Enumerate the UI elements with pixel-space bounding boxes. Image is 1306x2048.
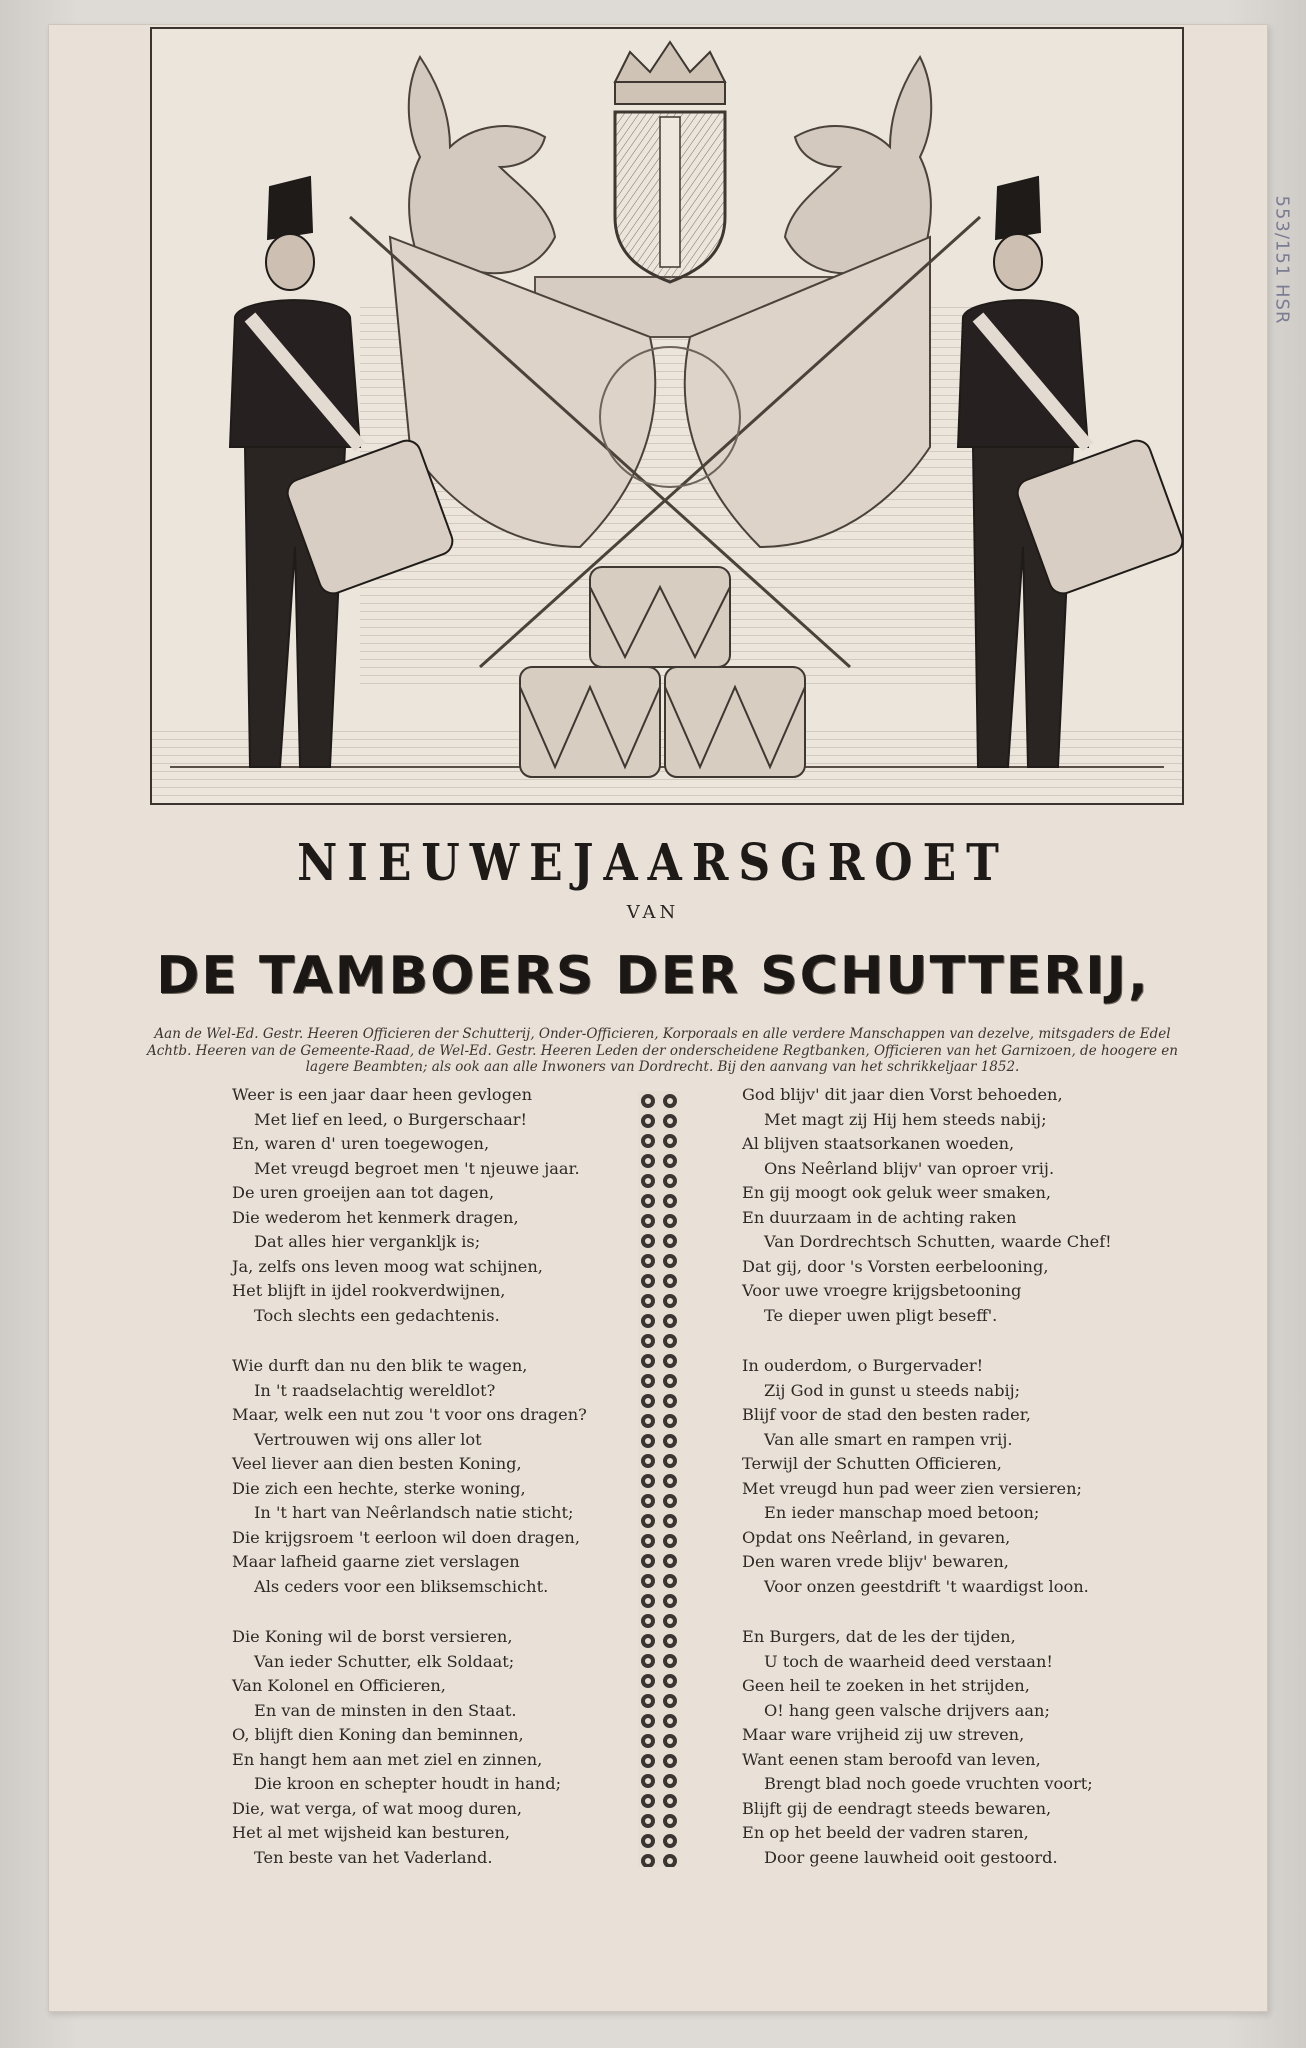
border-rosette-center [667, 1838, 673, 1844]
poem-line: Blijft gij de eendragt steeds bewaren, [742, 1798, 1052, 1818]
poem-line: Voor onzen geestdrift 't waardigst loon. [764, 1576, 1089, 1596]
border-rosette-center [667, 1278, 673, 1284]
archive-inventory-mark [1262, 140, 1302, 380]
border-rosette-center [645, 1498, 651, 1504]
border-rosette-center [645, 1358, 651, 1364]
poem-line: Want eenen stam beroofd van leven, [742, 1749, 1041, 1769]
poem-line: Terwijl der Schutten Officieren, [742, 1454, 1002, 1473]
border-rosette-center [667, 1178, 673, 1184]
border-rosette-center [667, 1818, 673, 1824]
border-rosette-center [645, 1738, 651, 1744]
engraving-illustration [150, 27, 1184, 805]
poem-stanza [232, 1083, 702, 1328]
border-rosette-center [667, 1258, 673, 1264]
border-rosette-center [645, 1098, 651, 1104]
poem-line: Met lief en leed, o Burgerschaar! [254, 1109, 527, 1129]
border-rosette-center [667, 1438, 673, 1444]
border-rosette-center [645, 1338, 651, 1344]
border-rosette-center [667, 1458, 673, 1464]
border-rosette-center [667, 1598, 673, 1604]
border-rosette-center [645, 1558, 651, 1564]
poem-line: Te dieper uwen pligt beseff'. [764, 1305, 998, 1325]
poem-stanza [742, 1083, 1212, 1328]
border-rosette-center [645, 1578, 651, 1584]
border-rosette-center [667, 1418, 673, 1424]
border-rosette-center [645, 1198, 651, 1204]
border-rosette-center [645, 1798, 651, 1804]
poem-line: En van de minsten in den Staat. [254, 1700, 517, 1720]
poem-line: Het blijft in ijdel rookverdwijnen, [232, 1281, 506, 1300]
poem-line: Met magt zij Hij hem steeds nabij; [764, 1109, 1047, 1129]
border-rosette-center [667, 1578, 673, 1584]
face-right [994, 234, 1042, 290]
border-rosette-center [667, 1158, 673, 1164]
poem-stanza [232, 1625, 702, 1870]
ornamental-border-strip [638, 1091, 680, 1867]
poem-line: Van Dordrechtsch Schutten, waarde Chef! [764, 1232, 1112, 1251]
poem-line: Die wederom het kenmerk dragen, [232, 1207, 519, 1227]
border-rosette-center [645, 1298, 651, 1304]
poem-line: Ons Neêrland blijv' van oproer vrij. [764, 1158, 1055, 1178]
poem-line: Geen heil te zoeken in het strijden, [742, 1676, 1030, 1695]
border-rosette-center [667, 1798, 673, 1804]
poem-line: Brengt blad noch goede vruchten voort; [764, 1774, 1093, 1793]
drum-top [590, 567, 730, 667]
border-rosette-center [645, 1618, 651, 1624]
poem-line: Het al met wijsheid kan besturen, [232, 1823, 511, 1842]
title-tamboers-der-schutterij: DE TAMBOERS DER SCHUTTERIJ, [156, 946, 1150, 1006]
poem-line: Maar, welk een nut zou 't voor ons dragen? [232, 1405, 587, 1424]
poem-line: Veel liever aan dien besten Koning, [232, 1454, 522, 1473]
border-rosette-center [645, 1658, 651, 1664]
border-rosette-center [667, 1138, 673, 1144]
border-rosette-center [645, 1318, 651, 1324]
border-rosette-center [667, 1758, 673, 1764]
border-rosette-center [645, 1118, 651, 1124]
poem-line: In 't hart van Neêrlandsch natie sticht; [254, 1503, 574, 1522]
poem-line: Maar ware vrijheid zij uw streven, [742, 1725, 1025, 1744]
border-rosette-center [667, 1358, 673, 1364]
border-rosette-center [645, 1818, 651, 1824]
border-rosette-center [645, 1378, 651, 1384]
shield-pale [660, 117, 680, 267]
poem-line: Ja, zelfs ons leven moog wat schijnen, [232, 1256, 543, 1276]
border-rosette-center [667, 1338, 673, 1344]
poem-column-left [232, 1083, 702, 1896]
poem-line: Als ceders voor een bliksemschicht. [254, 1576, 549, 1596]
poem-line: Ten beste van het Vaderland. [254, 1847, 493, 1867]
poem-line: Maar lafheid gaarne ziet verslagen [232, 1552, 520, 1571]
border-rosette-center [645, 1598, 651, 1604]
border-rosette-center [645, 1178, 651, 1184]
face-left [266, 234, 314, 290]
border-rosette-center [645, 1838, 651, 1844]
poem-line: Van alle smart en rampen vrij. [764, 1429, 1013, 1449]
poem-line: Die kroon en schepter houdt in hand; [254, 1774, 562, 1793]
poem-line: Die krijgsroem 't eerloon wil doen dragen, [232, 1527, 580, 1547]
poem-line: Met vreugd begroet men 't njeuwe jaar. [254, 1158, 580, 1178]
poem-line: En gij moogt ook geluk weer smaken, [742, 1183, 1052, 1202]
border-rosette-center [667, 1678, 673, 1684]
poem-line: Zij God in gunst u steeds nabij; [764, 1380, 1021, 1400]
poem-line: Blijf voor de stad den besten rader, [742, 1405, 1031, 1424]
poem-line: Van ieder Schutter, elk Soldaat; [254, 1651, 515, 1671]
border-rosette-center [667, 1658, 673, 1664]
border-rosette-center [667, 1718, 673, 1724]
poem-line: God blijv' dit jaar dien Vorst behoeden, [742, 1085, 1063, 1104]
drum-bottom-left [520, 667, 660, 777]
border-rosette-center [645, 1698, 651, 1704]
drum-bottom-right [665, 667, 805, 777]
poem-line: Die zich een hechte, sterke woning, [232, 1478, 526, 1498]
poem-line: De uren groeijen aan tot dagen, [232, 1183, 495, 1202]
poem-line: Die, wat verga, of wat moog duren, [232, 1798, 523, 1818]
border-rosette-center [645, 1458, 651, 1464]
border-rosette-center [645, 1678, 651, 1684]
dedication-text: Aan de Wel-Ed. Gestr. Heeren Officieren der Schutterij, Onder-Officieren, Korporaals en alle verdere Manschappen van dezelve, mitsgaders de Edel Achtb. Heeren van de Gemeente-Raad, de Wel-Ed. Gestr. Heeren Leden der onderscheidene Regtbanken, Officieren van het Garnizoen, de hoogere en lagere Beambten; als ook aan alle Inwoners van Dordrecht. Bij den aanvang van het schrikkeljaar 1852. [147, 1026, 1178, 1075]
border-rosette-center [645, 1718, 651, 1724]
border-rosette-center [667, 1318, 673, 1324]
border-rosette-center [667, 1538, 673, 1544]
border-rosette-center [645, 1758, 651, 1764]
border-rosette-center [645, 1438, 651, 1444]
border-rosette-center [645, 1258, 651, 1264]
archive-mark-text: 553/151 HSR [1271, 195, 1293, 325]
poem-line: Dat gij, door 's Vorsten eerbelooning, [742, 1256, 1049, 1276]
border-rosette-center [667, 1298, 673, 1304]
poem-stanza [742, 1354, 1212, 1599]
border-rosette-center [667, 1218, 673, 1224]
border-rosette-center [667, 1738, 673, 1744]
border-rosette-center [667, 1518, 673, 1524]
poem-line: Met vreugd hun pad weer zien versieren; [742, 1478, 1082, 1498]
poem-stanza [742, 1625, 1212, 1870]
border-rosette-center [667, 1698, 673, 1704]
poem-line: En Burgers, dat de les der tijden, [742, 1627, 1016, 1646]
poem-line: Al blijven staatsorkanen woeden, [742, 1134, 1015, 1153]
poem-line: U toch de waarheid deed verstaan! [764, 1651, 1053, 1671]
border-rosette-center [645, 1218, 651, 1224]
border-rosette-center [645, 1538, 651, 1544]
border-rosette-center [645, 1478, 651, 1484]
border-rosette-center [667, 1858, 673, 1864]
poem-column-right [742, 1083, 1212, 1896]
border-rosette-center [645, 1638, 651, 1644]
poem-line: Door geene lauwheid ooit gestoord. [764, 1847, 1058, 1867]
poem-line: Vertrouwen wij ons aller lot [254, 1429, 482, 1449]
border-rosette-center [667, 1498, 673, 1504]
border-rosette-center [645, 1238, 651, 1244]
title-nieuwejaarsgroet: NIEUWEJAARSGROET [297, 834, 1009, 893]
border-rosette-center [667, 1238, 673, 1244]
poem-line: En hangt hem aan met ziel en zinnen, [232, 1749, 543, 1769]
poem-line: En, waren d' uren toegewogen, [232, 1134, 490, 1153]
border-rosette-center [645, 1278, 651, 1284]
title-van: VAN [626, 902, 680, 923]
border-rosette-center [667, 1378, 673, 1384]
poem-line: En duurzaam in de achting raken [742, 1207, 1017, 1227]
poem-line: En ieder manschap moed betoon; [764, 1503, 1040, 1522]
poem-line: En op het beeld der vadren staren, [742, 1823, 1029, 1842]
border-rosette-center [667, 1118, 673, 1124]
border-rosette-center [667, 1398, 673, 1404]
border-rosette-center [645, 1138, 651, 1144]
border-rosette-center [645, 1398, 651, 1404]
border-rosette-center [645, 1858, 651, 1864]
poem-line: Voor uwe vroegre krijgsbetooning [742, 1281, 1022, 1300]
border-rosette-center [667, 1198, 673, 1204]
border-rosette-center [645, 1778, 651, 1784]
poem-line: In ouderdom, o Burgervader! [742, 1356, 984, 1375]
border-rosette-center [667, 1558, 673, 1564]
poem-line: Die Koning wil de borst versieren, [232, 1627, 513, 1646]
poem-line: Weer is een jaar daar heen gevlogen [232, 1085, 533, 1104]
border-rosette-center [667, 1478, 673, 1484]
border-rosette-center [645, 1158, 651, 1164]
poem-line: Den waren vrede blijv' bewaren, [742, 1552, 1009, 1571]
shako-right [996, 177, 1040, 239]
poem-stanza [232, 1354, 702, 1599]
poem-line: Van Kolonel en Officieren, [232, 1676, 446, 1695]
border-rosette-center [667, 1778, 673, 1784]
poem-line: Wie durft dan nu den blik te wagen, [232, 1356, 528, 1375]
poem-line: Opdat ons Neêrland, in gevaren, [742, 1527, 1011, 1547]
poem-line: O! hang geen valsche drijvers aan; [764, 1700, 1050, 1720]
poem-line: In 't raadselachtig wereldlot? [254, 1380, 496, 1400]
border-rosette-center [667, 1638, 673, 1644]
border-rosette-center [667, 1618, 673, 1624]
border-rosette-center [667, 1098, 673, 1104]
poem-line: Toch slechts een gedachtenis. [254, 1305, 500, 1325]
poem-line: Dat alles hier vergankljk is; [254, 1232, 481, 1251]
border-rosette-center [645, 1518, 651, 1524]
poem-line: O, blijft dien Koning dan beminnen, [232, 1725, 524, 1744]
border-rosette-center [645, 1418, 651, 1424]
shako-left [268, 177, 312, 239]
